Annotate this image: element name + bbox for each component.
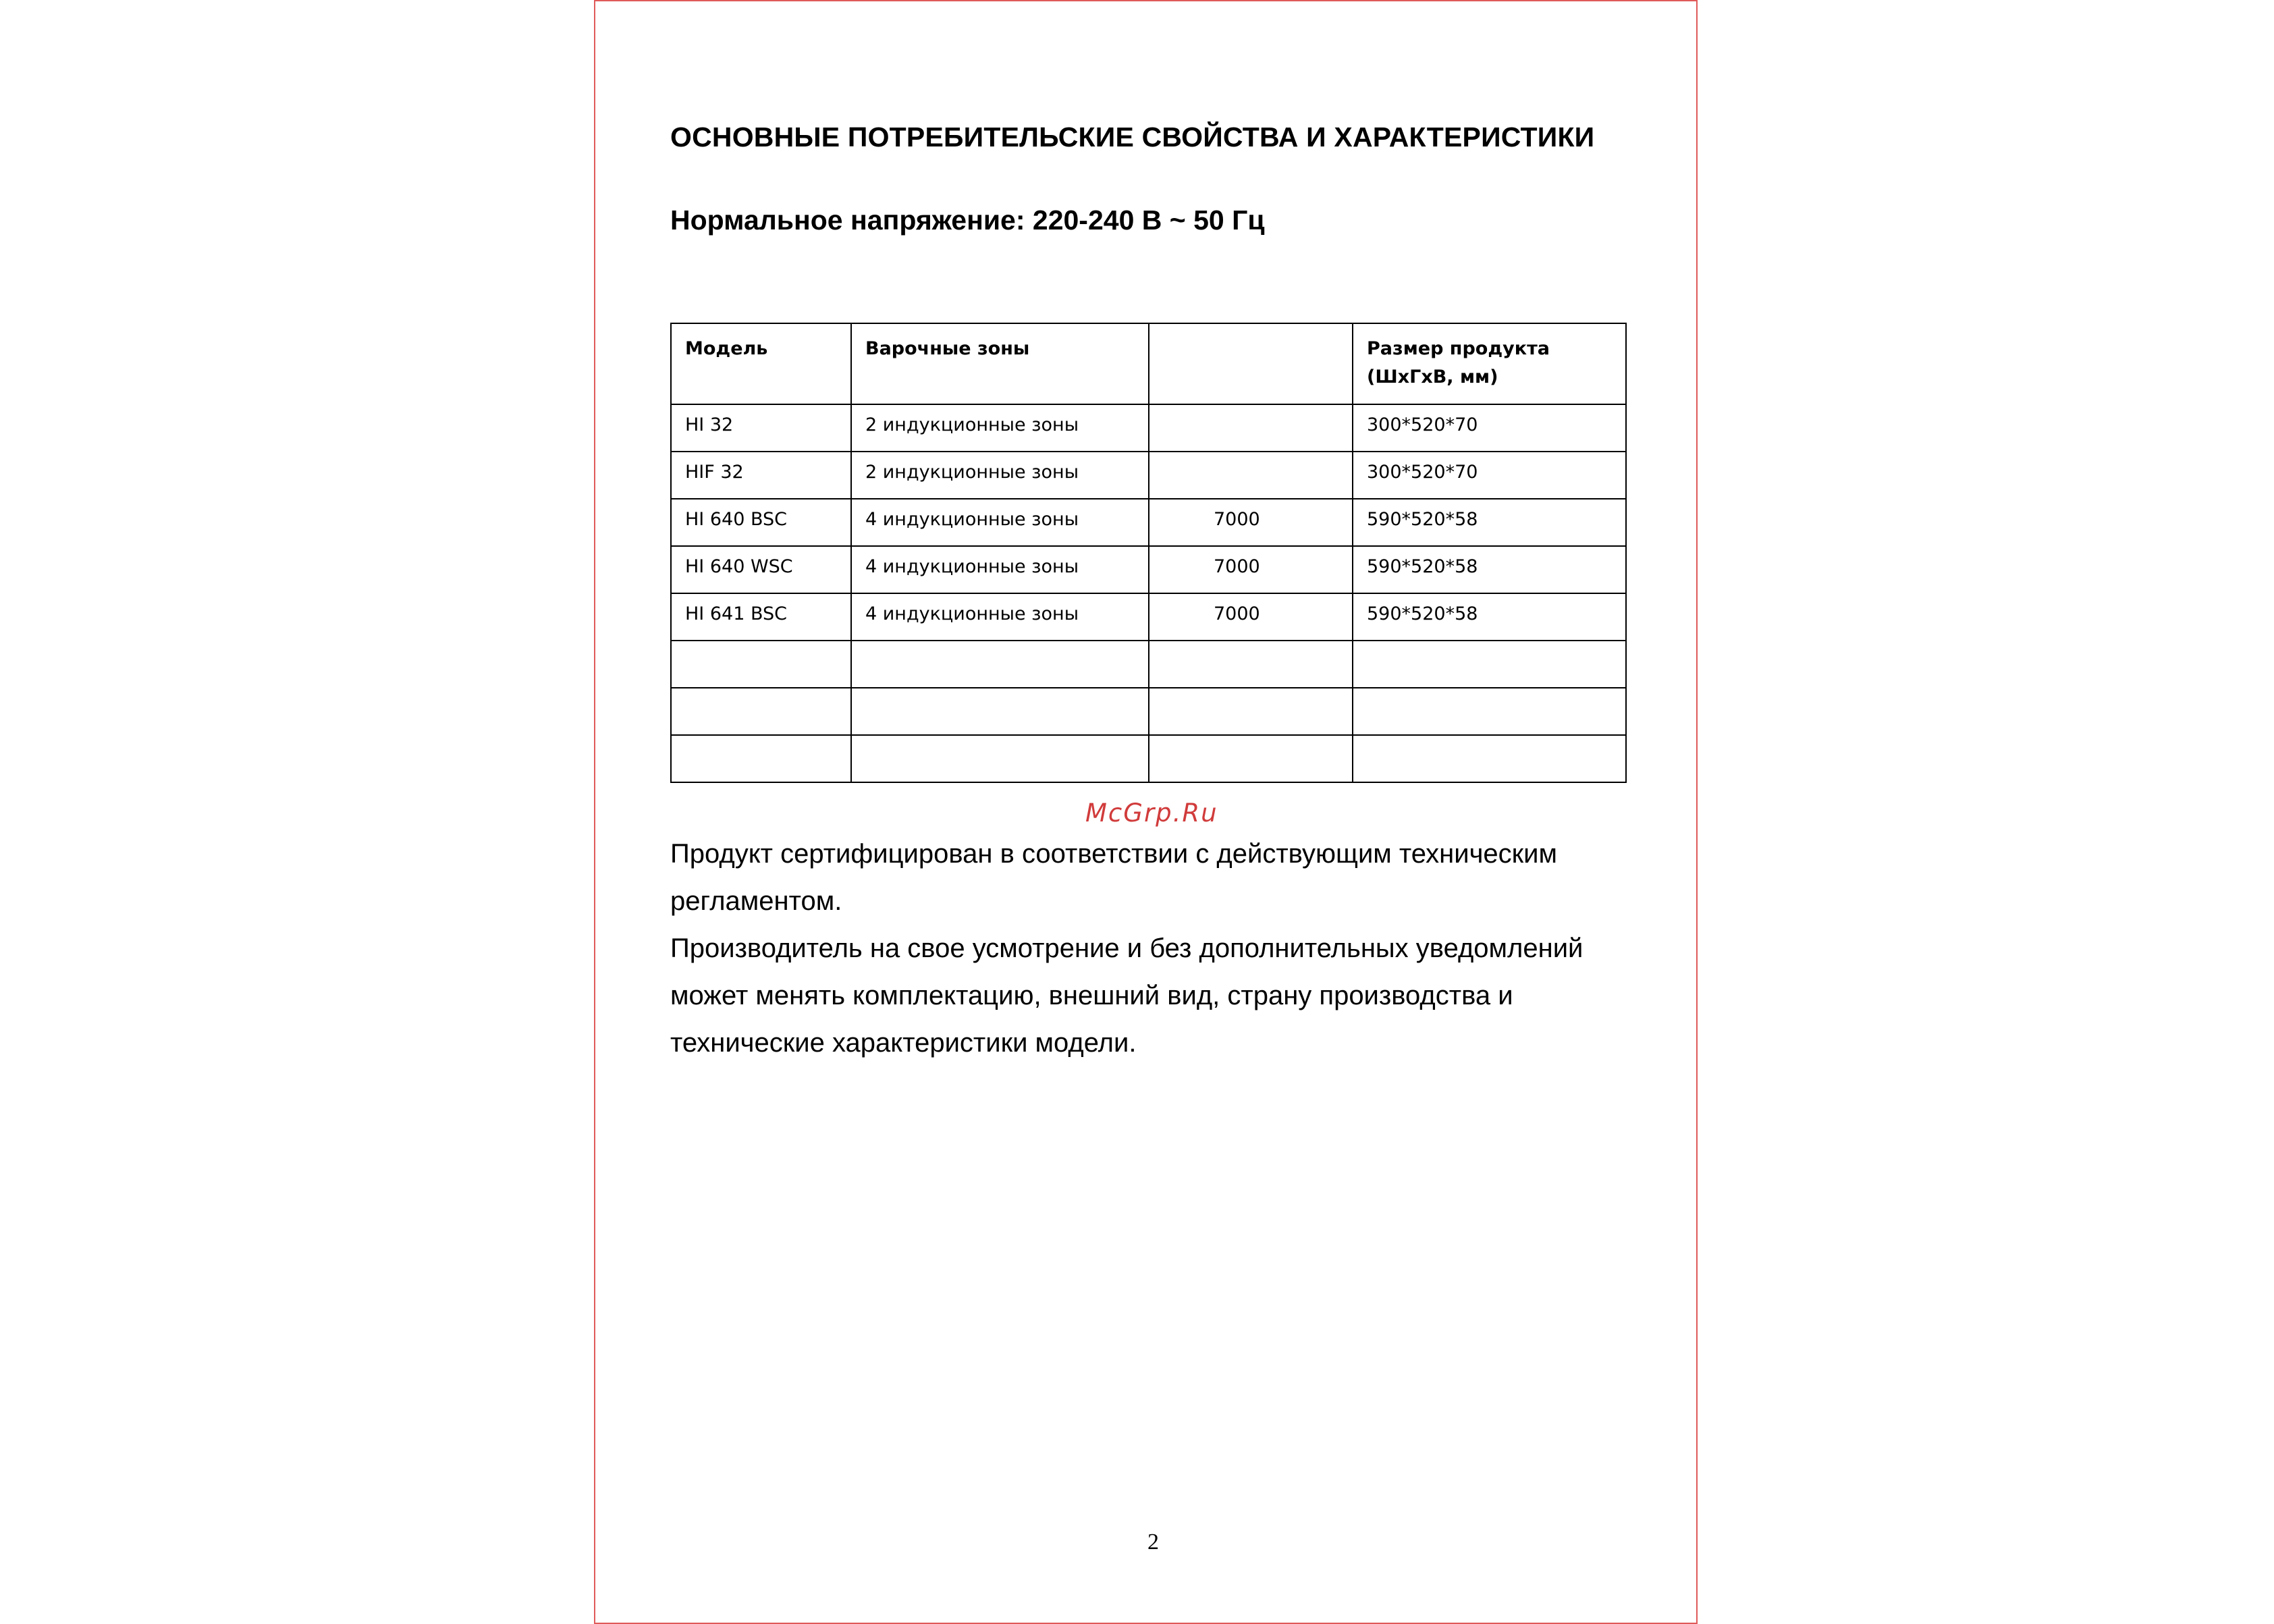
table-row (671, 593, 1626, 641)
cell-model: HIF 32 (671, 452, 851, 499)
header-size-line1: Размер продукта (1367, 338, 1550, 359)
table-header-row (671, 323, 1626, 404)
cell-size: 300*520*70 (1353, 452, 1626, 499)
cell-power: 7000 (1149, 546, 1353, 593)
cell-power: 7000 (1149, 499, 1353, 546)
note-line: регламентом. (670, 886, 842, 916)
header-size-line2: (ШхГхВ, мм) (1367, 367, 1498, 387)
note-line: Продукт сертифицирован в соответствии с действующим техническим (670, 839, 1558, 869)
cell-empty (1149, 688, 1353, 735)
watermark: McGrp.Ru (1085, 799, 1218, 828)
table-row-empty (671, 641, 1626, 688)
cell-empty (1353, 641, 1626, 688)
page-title: ОСНОВНЫЕ ПОТРЕБИТЕЛЬСКИЕ СВОЙСТВА И ХАРАКТЕРИСТИКИ (670, 121, 1595, 153)
cell-zones: 4 индукционные зоны (851, 499, 1149, 546)
voltage-spec: Нормальное напряжение: 220-240 В ~ 50 Гц (670, 205, 1265, 236)
table-row-empty (671, 688, 1626, 735)
cell-empty (1149, 735, 1353, 782)
cell-zones: 4 индукционные зоны (851, 546, 1149, 593)
cell-empty (851, 735, 1149, 782)
cell-size: 590*520*58 (1353, 593, 1626, 641)
cell-empty (671, 688, 851, 735)
header-power (1149, 323, 1353, 404)
cell-power (1149, 452, 1353, 499)
table-row (671, 404, 1626, 452)
cell-model: HI 640 WSC (671, 546, 851, 593)
cell-empty (671, 735, 851, 782)
cell-model: HI 641 BSC (671, 593, 851, 641)
note-line: Производитель на свое усмотрение и без дополнительных уведомлений (670, 933, 1583, 963)
spec-table (670, 323, 1627, 783)
cell-zones: 2 индукционные зоны (851, 452, 1149, 499)
certification-note (670, 830, 1629, 1066)
cell-empty (851, 641, 1149, 688)
cell-size: 590*520*58 (1353, 499, 1626, 546)
cell-empty (671, 641, 851, 688)
table-row (671, 546, 1626, 593)
table-row-empty (671, 735, 1626, 782)
header-model: Модель (671, 323, 851, 404)
table-row (671, 499, 1626, 546)
cell-empty (1353, 688, 1626, 735)
cell-model: HI 640 BSC (671, 499, 851, 546)
cell-model: HI 32 (671, 404, 851, 452)
header-size (1353, 323, 1626, 404)
cell-zones: 4 индукционные зоны (851, 593, 1149, 641)
cell-zones: 2 индукционные зоны (851, 404, 1149, 452)
table-row (671, 452, 1626, 499)
cell-power (1149, 404, 1353, 452)
note-line: может менять комплектацию, внешний вид, страну производства и (670, 981, 1513, 1010)
cell-empty (851, 688, 1149, 735)
note-line: технические характеристики модели. (670, 1028, 1137, 1058)
cell-size: 300*520*70 (1353, 404, 1626, 452)
cell-power: 7000 (1149, 593, 1353, 641)
header-zones: Варочные зоны (851, 323, 1149, 404)
page-number: 2 (1147, 1530, 1159, 1554)
cell-empty (1353, 735, 1626, 782)
cell-empty (1149, 641, 1353, 688)
cell-size: 590*520*58 (1353, 546, 1626, 593)
